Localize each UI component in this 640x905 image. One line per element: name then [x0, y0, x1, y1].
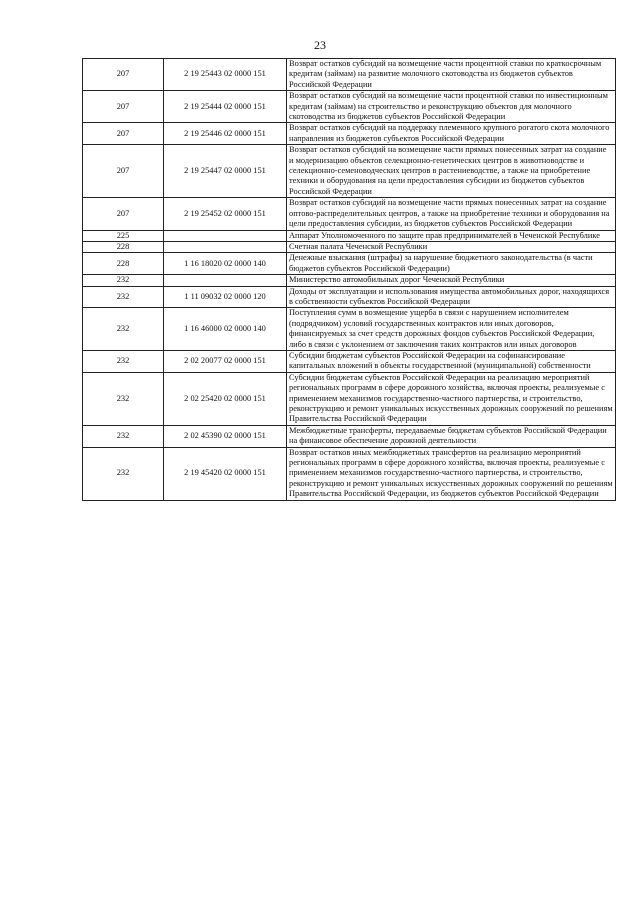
table-row: [83, 59, 616, 91]
revenue-name-cell: Поступления сумм в возмещение ущерба в связи с нарушением исполнителем (подрядчиком) условий государственных контрактов или иных договоров, финансируемых за счет средств дорожных фондов субъектов Российской Федерации, либо в связи с уклонением от заключения таких контрактов или иных договоров: [287, 308, 616, 351]
admin-code-cell: 207: [83, 91, 164, 123]
table-row: [83, 145, 616, 198]
admin-code-cell: 232: [83, 350, 164, 372]
admin-code-cell: 232: [83, 372, 164, 425]
table-row: [83, 241, 616, 252]
table-row: [83, 372, 616, 425]
admin-code-cell: 207: [83, 123, 164, 145]
revenue-name-cell: Субсидии бюджетам субъектов Российской Федерации на софинансирование капитальных вложений в объекты государственной (муниципальной) собственности: [287, 350, 616, 372]
table-row: [83, 447, 616, 500]
admin-code-cell: 232: [83, 447, 164, 500]
admin-code-cell: 207: [83, 198, 164, 230]
revenue-code-cell: 2 02 25420 02 0000 151: [164, 372, 287, 425]
table-row: [83, 198, 616, 230]
revenue-code-cell: 1 16 46000 02 0000 140: [164, 308, 287, 351]
admin-code-cell: 228: [83, 253, 164, 275]
revenue-code-cell: 1 16 18020 02 0000 140: [164, 253, 287, 275]
table-row: [83, 230, 616, 241]
revenue-code-cell: 1 11 09032 02 0000 120: [164, 286, 287, 308]
revenue-code-cell: [164, 275, 287, 286]
revenue-code-cell: [164, 230, 287, 241]
revenue-code-cell: 2 19 25444 02 0000 151: [164, 91, 287, 123]
revenue-name-cell: Возврат остатков субсидий на возмещение части прямых понесенных затрат на создание оптово-распределительных центров, а также на приобретение техники и оборудования на цели предоставления субсидии, из бюджетов субъектов Российской Федерации: [287, 198, 616, 230]
table-row: [83, 123, 616, 145]
table-row: [83, 275, 616, 286]
revenue-code-cell: [164, 241, 287, 252]
revenue-name-cell: Возврат остатков субсидий на возмещение части процентной ставки по инвестиционным кредитам (займам) на строительство и реконструкцию объектов для молочного скотоводства из бюджетов субъектов Российской Федерации: [287, 91, 616, 123]
revenue-name-cell: Возврат остатков субсидий на возмещение части процентной ставки по краткосрочным кредитам (займам) на развитие молочного скотоводства из бюджетов субъектов Российской Федерации: [287, 59, 616, 91]
revenue-code-cell: 2 19 25452 02 0000 151: [164, 198, 287, 230]
revenue-name-cell: Счетная палата Чеченской Республики: [287, 241, 616, 252]
admin-code-cell: 207: [83, 59, 164, 91]
revenue-code-cell: 2 19 45420 02 0000 151: [164, 447, 287, 500]
revenue-name-cell: Возврат остатков субсидий на поддержку племенного крупного рогатого скота молочного направления из бюджетов субъектов Российской Федерации: [287, 123, 616, 145]
admin-code-cell: 228: [83, 241, 164, 252]
revenue-name-cell: Возврат остатков субсидий на возмещение части прямых понесенных затрат на создание и модернизацию объектов селекционно-генетических центров в животноводстве и селекционно-семеноводческих центров в растениеводстве, а также на приобретение техники и оборудования на цели предоставления субсидии из бюджетов субъектов Российской Федерации: [287, 145, 616, 198]
admin-code-cell: 232: [83, 425, 164, 447]
table-row: [83, 308, 616, 351]
revenue-name-cell: Субсидии бюджетам субъектов Российской Федерации на реализацию мероприятий региональных программ в сфере дорожного хозяйства, включая проекты, реализуемые с применением механизмов государственно-частного партнерства, и строительство, реконструкцию и ремонт уникальных искусственных дорожных сооружений по решениям Правительства Российской Федерации: [287, 372, 616, 425]
revenue-name-cell: Министерство автомобильных дорог Чеченской Республики: [287, 275, 616, 286]
revenue-code-cell: 2 19 25443 02 0000 151: [164, 59, 287, 91]
revenue-code-cell: 2 19 25447 02 0000 151: [164, 145, 287, 198]
table-row: [83, 350, 616, 372]
revenue-code-cell: 2 02 20077 02 0000 151: [164, 350, 287, 372]
revenue-name-cell: Доходы от эксплуатации и использования имущества автомобильных дорог, находящихся в собственности субъектов Российской Федерации: [287, 286, 616, 308]
admin-code-cell: 207: [83, 145, 164, 198]
admin-code-cell: 232: [83, 308, 164, 351]
table-row: [83, 286, 616, 308]
table-row: [83, 91, 616, 123]
admin-code-cell: 232: [83, 275, 164, 286]
revenue-code-cell: 2 19 25446 02 0000 151: [164, 123, 287, 145]
revenue-name-cell: Аппарат Уполномоченного по защите прав предпринимателей в Чеченской Республике: [287, 230, 616, 241]
admin-code-cell: 225: [83, 230, 164, 241]
revenue-name-cell: Межбюджетные трансферты, передаваемые бюджетам субъектов Российской Федерации на финансовое обеспечение дорожной деятельности: [287, 425, 616, 447]
revenue-name-cell: Возврат остатков иных межбюджетных трансфертов на реализацию мероприятий региональных программ в сфере дорожного хозяйства, включая проекты, реализуемые с применением механизмов государственно-частного партнерства, и строительство, реконструкцию и ремонт уникальных искусственных дорожных сооружений по решениям Правительства Российской Федерации, из бюджетов субъектов Российской Федерации: [287, 447, 616, 500]
page-number: 23: [314, 38, 326, 52]
table-row: [83, 425, 616, 447]
revenue-name-cell: Денежные взыскания (штрафы) за нарушение бюджетного законодательства (в части бюджетов субъектов Российской Федерации): [287, 253, 616, 275]
admin-code-cell: 232: [83, 286, 164, 308]
revenue-code-cell: 2 02 45390 02 0000 151: [164, 425, 287, 447]
table-row: [83, 253, 616, 275]
budget-classification-table: [82, 58, 616, 501]
